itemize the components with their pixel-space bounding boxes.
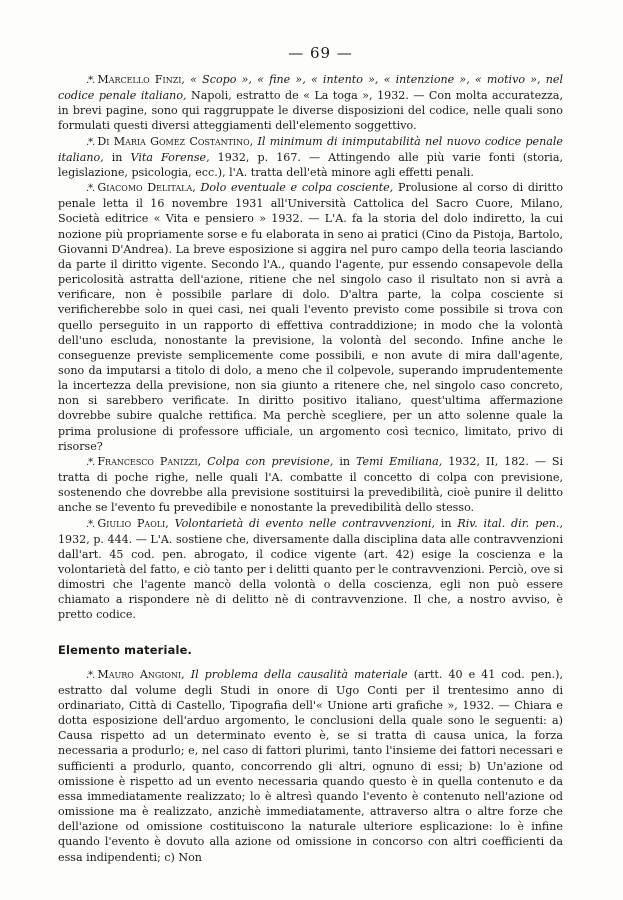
entry-author: Giulio Paoli, [97, 516, 169, 530]
entry-author: Francesco Panizzi, [97, 454, 202, 468]
entry-title: Colpa con previsione, [207, 454, 334, 468]
entry-text: 1932, II, 182. — Si tratta di poche righe, nelle quali l'A. combatte il concetto di colpa con previsione, sostenendo che dovrebbe alla previsione sostituirsi la prevedibilità, cioè punire il delitto anche se l'evento fu prevedibile e nonostante la prevedibilità dello stesso. [58, 454, 564, 515]
bibliography-entry-panizzi [58, 454, 563, 516]
bibliography-entry-paoli [58, 516, 563, 623]
entry-author: Mauro Angioni, [97, 667, 185, 681]
asterism-mark: .*. [86, 183, 95, 195]
entry-title: « Scopo », « fine », « intento », « intenzione », « motivo », nel codice penale italiano, [58, 73, 564, 103]
bibliography-entry-finzi [58, 72, 563, 134]
entry-title: Il minimum di inimputabilità nel nuovo codice penale italiano, [58, 134, 563, 164]
entry-connector: in [435, 516, 458, 530]
entry-text: Napoli, estratto de « La toga », 1932. — Con molta accuratezza, in brevi pagine, sono qui raggruppate le diverse disposizioni del codice, nelle quali sono formulati questi diversi atteggiamenti dell'elemento soggettivo. [58, 89, 564, 133]
asterism-mark: .*. [86, 75, 95, 86]
entry-author: Marcello Finzi, [97, 73, 185, 86]
entry-title: Volontarietà di evento nelle contravvenzioni, [174, 516, 436, 530]
bibliography-entry-di-maria [58, 134, 563, 180]
entry-connector: in [103, 150, 131, 164]
entry-text: (artt. 40 e 41 cod. pen.), estratto dal volume degli Studi in onore di Ugo Conti per il trentesimo anno di ordinariato, Città di Castello, Tipografia dell'« Unione arti grafiche », 1932. — Chiara e dotta esposizione dell'arduo argomento, le conclusioni della quale sono le seguenti: a) Causa rispetto ad un determinato evento è, se si tratta di causa unica, la forza necessaria a produrlo; e, nel caso di fattori plurimi, tanto l'insieme dei fattori necessari e sufficienti a produrlo, quanto, concorrendo gli altri, ognuno di essi; b) Un'azione od omissione è rispetto ad un evento necessaria quando questo è in quella contenuto e da essa immediatamente realizzato; lo è altresì quando l'evento è contenuto nell'azione od omissione ma è realizzato, anzichè immediatamente, attraverso altra o altre forze che dell'azione od omissione costituiscono la naturale ulteriore esplicazione: lo è infine quando l'evento è dovuto alla azione od omissione in concorso con altri coefficienti da essa indipendenti; c) Non [58, 667, 564, 864]
entry-author: Giacomo Delitala, [97, 181, 196, 195]
entry-journal: Vita Forense, [130, 150, 210, 164]
entry-title: Dolo eventuale e colpa cosciente, [200, 181, 394, 195]
asterism-mark: .*. [86, 456, 95, 468]
asterism-mark: .*. [86, 518, 95, 530]
entry-title: Il problema della causalità materiale [190, 667, 408, 681]
entry-author: Di Maria Gomez Costantino, [97, 134, 254, 148]
entry-connector: in [333, 454, 356, 468]
asterism-mark: .*. [86, 136, 95, 148]
asterism-mark: .*. [86, 669, 95, 681]
entry-journal: Riv. ital. dir. pen., [457, 516, 563, 530]
entry-text: Prolusione al corso di diritto penale letta il 16 novembre 1931 all'Università Cattolica del Sacro Cuore, Milano, Società editrice « Vita e pensiero » 1932. — L'A. fa la storia del dolo indiretto, la cui nozione più propriamente sorse e fu elaborata in seno ai pratici (Cino da Pistoja, Bartolo, Giovanni D'Andrea). La breve esposizione si aggira nel puro campo della teoria lasciando da parte il diritto vigente. Secondo l'A., quando l'agente, pur essendo consapevole della pericolosità astratta dell'azione, ritiene che nel singolo caso il risultato non si avrà a verificare, non è possibile parlare di dolo. D'altra parte, la colpa cosciente si verificherebbe solo in quei casi, nei quali l'evento previsto come possibile si trova con quello perseguito in un rapporto di effettiva contraddizione; in modo che la volontà dell'uno escluda, nonostante la previsione, la volontà del secondo. Infine anche le conseguenze previste semplicemente come possibili, e non avute di mira dall'agente, sono da imputarsi a titolo di dolo, a meno che il colpevole, superando imprudentemente la incertezza della previsione, non sia giunto a ritenere che, nel singolo caso concreto, non si sarebbero verificate. In diritto positivo italiano, quest'ultima affermazione dovrebbe subire qualche rettifica. Ma perchè scegliere, per un atto solenne quale la prima prolusione di professore ufficiale, un argomento così tecnico, limitato, privo di risorse? [58, 181, 563, 453]
bibliography-entry-delitala [58, 180, 563, 454]
section-heading: Elemento materiale. [58, 642, 193, 657]
entry-journal: Temi Emiliana, [356, 454, 443, 468]
entry-text: 1932, p. 167. — Attingendo alle più varie fonti (storia, legislazione, psicologia, ecc.), l'A. tratta dell'età minore agli effetti penali. [58, 150, 563, 179]
page-number: — 69 — [288, 44, 353, 62]
bibliography-entry-angioni [58, 667, 563, 865]
entry-text: 1932, p. 444. — L'A. sostiene che, diversamente dalla disciplina data alle contravvenzioni dall'art. 45 cod. pen. abrogato, il codice vigente (art. 42) esige la coscienza e la volontarietà del fatto, e ciò tanto per i delitti quanto per le contravvenzioni. Perciò, ove si dimostri che l'agente mancò della volontà o della coscienza, egli non può essere chiamato a rispondere nè di delitto nè di contravvenzione. Il che, a nostro avviso, è pretto codice. [58, 532, 563, 622]
